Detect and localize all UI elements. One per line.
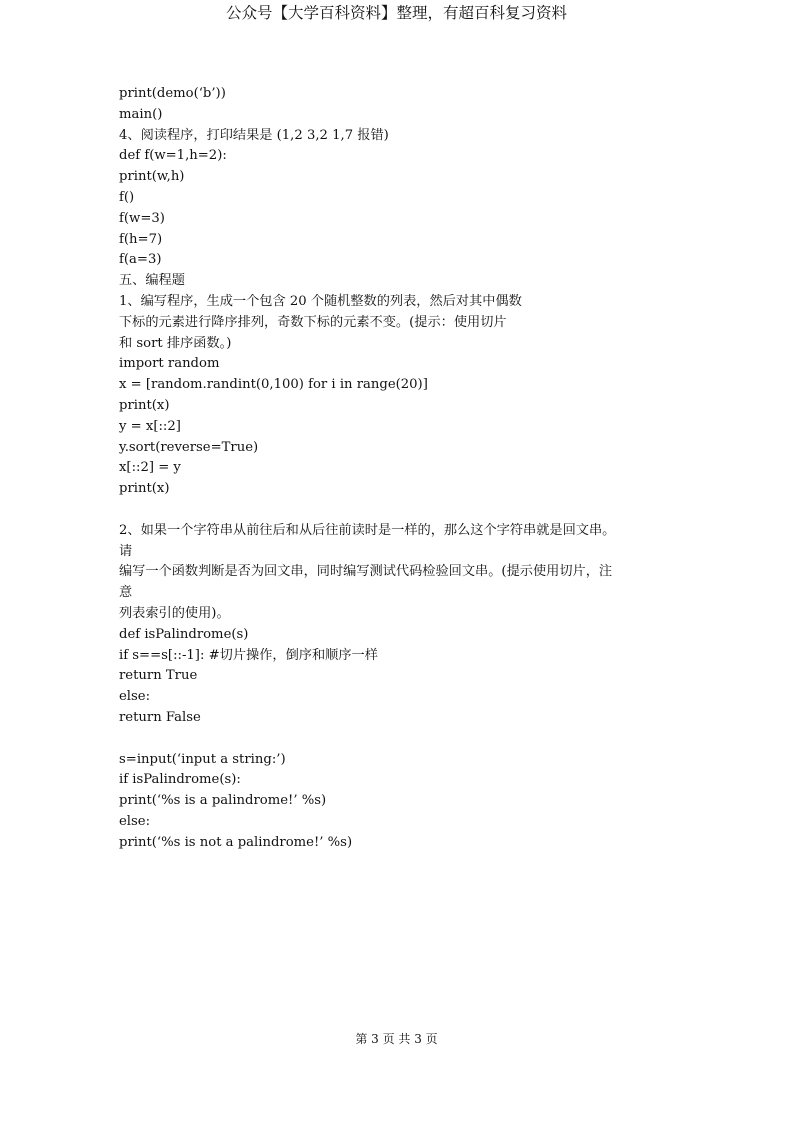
blank-line — [119, 500, 719, 521]
text-line: 请 — [119, 543, 133, 559]
text-line: f() — [119, 189, 135, 205]
text-line: return True — [119, 668, 198, 684]
text-line: 列表索引的使用)。 — [119, 605, 230, 621]
text-line: print(x) — [119, 481, 170, 497]
text-line: 编写一个函数判断是否为回文串，同时编写测试代码检验回文串。(提示使用切片，注 — [119, 564, 613, 580]
text-line: f(h=7) — [119, 231, 163, 247]
text-line: 意 — [119, 585, 133, 601]
text-line: if isPalindrome(s): — [119, 772, 241, 788]
text-line: print(x) — [119, 397, 170, 413]
text-line: def isPalindrome(s) — [119, 626, 249, 642]
text-line: 1、编写程序，生成一个包含 20 个随机整数的列表，然后对其中偶数 — [119, 293, 522, 309]
text-line: x[::2] = y — [119, 460, 181, 476]
text-line: 4、阅读程序，打印结果是 (1,2 3,2 1,7 报错) — [119, 127, 389, 143]
text-line: f(w=3) — [119, 210, 165, 226]
page-header: 公众号【大学百科资料】整理，有超百科复习资料 — [225, 4, 567, 22]
text-line: 和 sort 排序函数。) — [119, 335, 232, 351]
text-line: 下标的元素进行降序排列，奇数下标的元素不变。(提示：使用切片 — [119, 314, 507, 330]
text-line: f(a=3) — [119, 252, 162, 268]
text-line: def f(w=1,h=2): — [119, 148, 227, 164]
blank-line — [119, 729, 719, 750]
text-line: else: — [119, 813, 151, 829]
text-line: else: — [119, 689, 151, 705]
document-body — [119, 84, 719, 853]
section-heading: 五、编程题 — [119, 273, 185, 289]
text-line: print(‘%s is a palindrome!’ %s) — [119, 793, 327, 809]
text-line: main() — [119, 106, 163, 122]
text-line: print(demo(‘b’)) — [119, 86, 226, 101]
text-line: if s==s[::-1]: #切片操作，倒序和顺序一样 — [119, 647, 378, 663]
text-line: y.sort(reverse=True) — [119, 439, 259, 455]
text-line: import random — [119, 356, 220, 372]
text-line: x = [random.randint(0,100) for i in range(20)] — [119, 377, 428, 393]
text-line: return False — [119, 709, 201, 725]
text-line: print(w,h) — [119, 169, 185, 185]
text-line: y = x[::2] — [119, 418, 181, 434]
text-line: print(‘%s is not a palindrome!’ %s) — [119, 834, 353, 850]
text-line: s=input(‘input a string:’) — [119, 751, 286, 767]
page-footer: 第 3 页 共 3 页 — [355, 1032, 438, 1046]
text-line: 2、如果一个字符串从前往后和从后往前读时是一样的，那么这个字符串就是回文串。 — [119, 522, 616, 538]
